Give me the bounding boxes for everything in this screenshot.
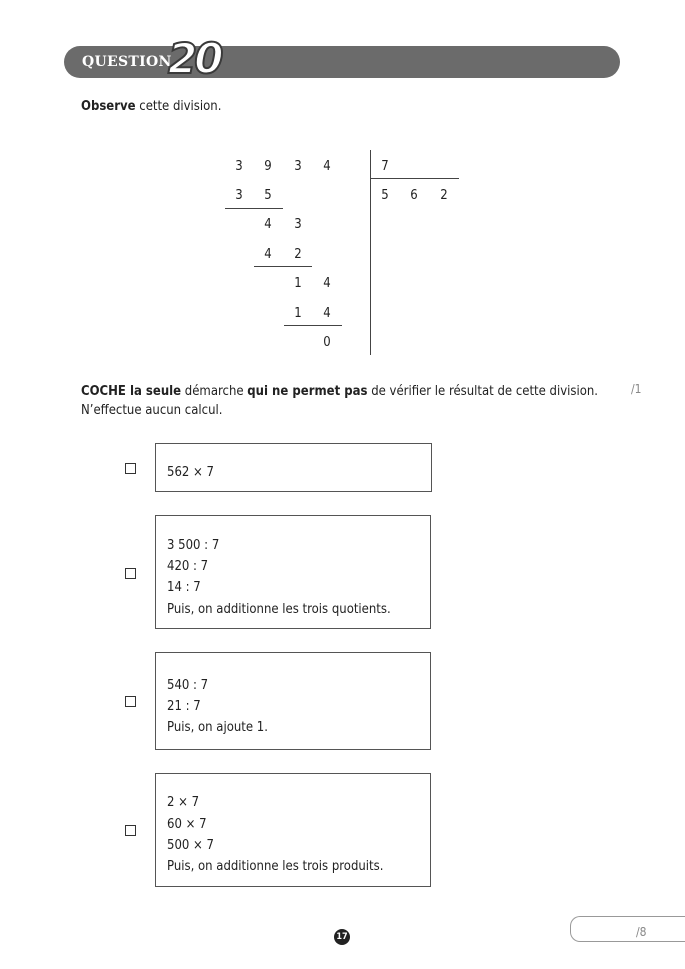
option-line: Puis, on additionne les trois quotients.	[167, 602, 391, 617]
dividend-digit: 4	[323, 159, 331, 174]
total-score-box	[570, 916, 685, 942]
partial-digit: 4	[323, 276, 331, 291]
subtraction-digit: 1	[294, 306, 302, 321]
page-number: 17	[334, 929, 350, 945]
quotient-digit: 5	[381, 188, 389, 203]
partial-digit: 1	[294, 276, 302, 291]
instruction-text-part: démarche	[181, 384, 248, 399]
subtraction-digit: 4	[323, 306, 331, 321]
option-4-box	[155, 773, 431, 887]
option-line: 21 : 7	[167, 699, 201, 714]
option-line: 14 : 7	[167, 580, 201, 595]
divisor-line	[370, 178, 459, 179]
option-line: 420 : 7	[167, 559, 209, 574]
total-score: /8	[636, 925, 647, 939]
option-4-checkbox[interactable]	[125, 825, 136, 836]
divisor-digit: 7	[381, 159, 389, 174]
intro-bold: Observe	[81, 99, 136, 114]
dividend-digit: 3	[294, 159, 302, 174]
option-3-box	[155, 652, 431, 750]
option-3-checkbox[interactable]	[125, 696, 136, 707]
quotient-digit: 6	[410, 188, 418, 203]
intro-text	[81, 99, 221, 114]
quotient-digit: 2	[440, 188, 448, 203]
partial-digit: 3	[294, 217, 302, 232]
option-line: 60 × 7	[167, 817, 207, 832]
partial-digit: 4	[264, 217, 272, 232]
instruction-bold: qui ne permet pas	[247, 384, 368, 399]
option-2-checkbox[interactable]	[125, 568, 136, 579]
division-bar	[370, 150, 371, 355]
option-line: Puis, on ajoute 1.	[167, 720, 268, 735]
subtraction-line	[254, 266, 312, 267]
question-score: /1	[631, 382, 642, 396]
subtraction-digit: 5	[264, 188, 272, 203]
option-line: 3 500 : 7	[167, 538, 220, 553]
dividend-digit: 9	[264, 159, 272, 174]
subtraction-digit: 3	[235, 188, 243, 203]
option-line: 562 × 7	[167, 465, 214, 480]
subtraction-digit: 2	[294, 247, 302, 262]
instruction-text-part: de vérifier le résultat de cette division.	[367, 384, 598, 399]
option-1-box	[155, 443, 432, 492]
subtraction-digit: 4	[264, 247, 272, 262]
subtraction-line	[225, 208, 283, 209]
instruction-text	[81, 382, 598, 420]
option-2-box	[155, 515, 431, 629]
question-label: QUESTION	[82, 54, 172, 70]
option-line: Puis, on additionne les trois produits.	[167, 859, 384, 874]
instruction-bold: COCHE la seule	[81, 384, 182, 399]
dividend-digit: 3	[235, 159, 243, 174]
intro-rest: cette division.	[135, 99, 222, 114]
subtraction-line	[284, 325, 342, 326]
option-line: 540 : 7	[167, 678, 209, 693]
instruction-line2: N’effectue aucun calcul.	[81, 403, 223, 418]
option-line: 2 × 7	[167, 795, 200, 810]
option-1-checkbox[interactable]	[125, 463, 136, 474]
option-line: 500 × 7	[167, 838, 214, 853]
question-number: 20	[168, 34, 221, 83]
remainder-digit: 0	[323, 335, 331, 350]
